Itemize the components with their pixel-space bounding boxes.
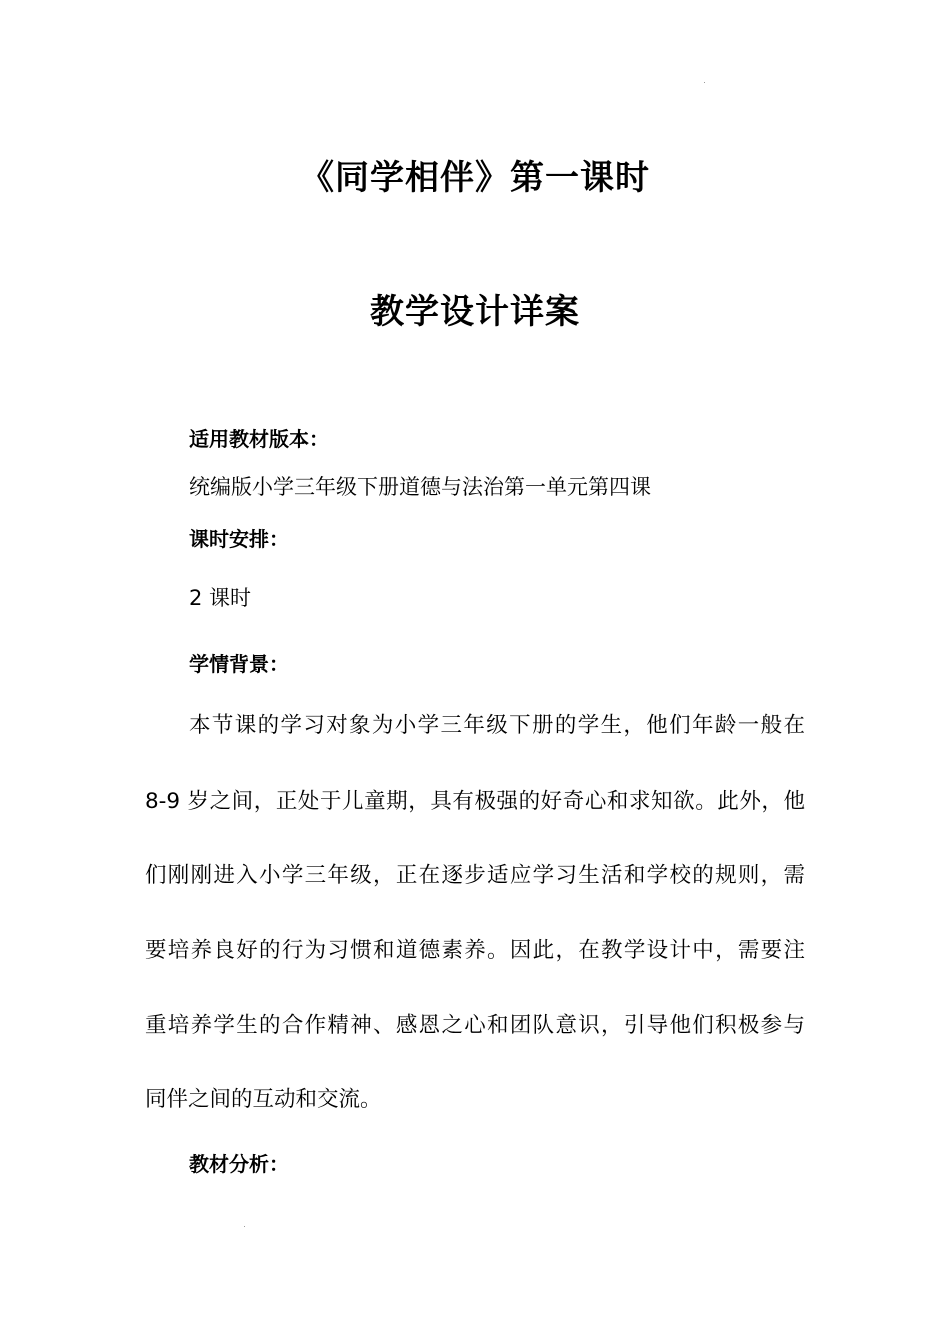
background-paragraph-line: 要培养良好的行为习惯和道德素养。因此，在教学设计中，需要注 bbox=[145, 938, 805, 963]
background-paragraph-line: 同伴之间的互动和交流。 bbox=[145, 1087, 382, 1112]
edition-value: 统编版小学三年级下册道德与法治第一单元第四课 bbox=[189, 475, 651, 499]
document-subtitle: 教学设计详案 bbox=[370, 292, 580, 332]
document-title: 《同学相伴》第一课时 bbox=[300, 158, 650, 198]
edition-heading: 适用教材版本： bbox=[189, 427, 329, 451]
schedule-heading: 课时安排： bbox=[189, 527, 289, 551]
background-paragraph-line: 本节课的学习对象为小学三年级下册的学生，他们年龄一般在 bbox=[189, 713, 805, 738]
background-paragraph-line: 重培养学生的合作精神、感恩之心和团队意识，引导他们积极参与 bbox=[145, 1013, 805, 1038]
background-heading: 学情背景： bbox=[189, 652, 289, 676]
background-paragraph-line: 8-9 岁之间，正处于儿童期，具有极强的好奇心和求知欲。此外，他 bbox=[145, 789, 805, 814]
background-paragraph-line: 们刚刚进入小学三年级，正在逐步适应学习生活和学校的规则，需 bbox=[145, 863, 805, 888]
scan-speck bbox=[704, 82, 705, 83]
analysis-heading: 教材分析： bbox=[189, 1152, 289, 1176]
schedule-value: 2 课时 bbox=[189, 586, 252, 610]
scan-speck bbox=[244, 1226, 245, 1227]
